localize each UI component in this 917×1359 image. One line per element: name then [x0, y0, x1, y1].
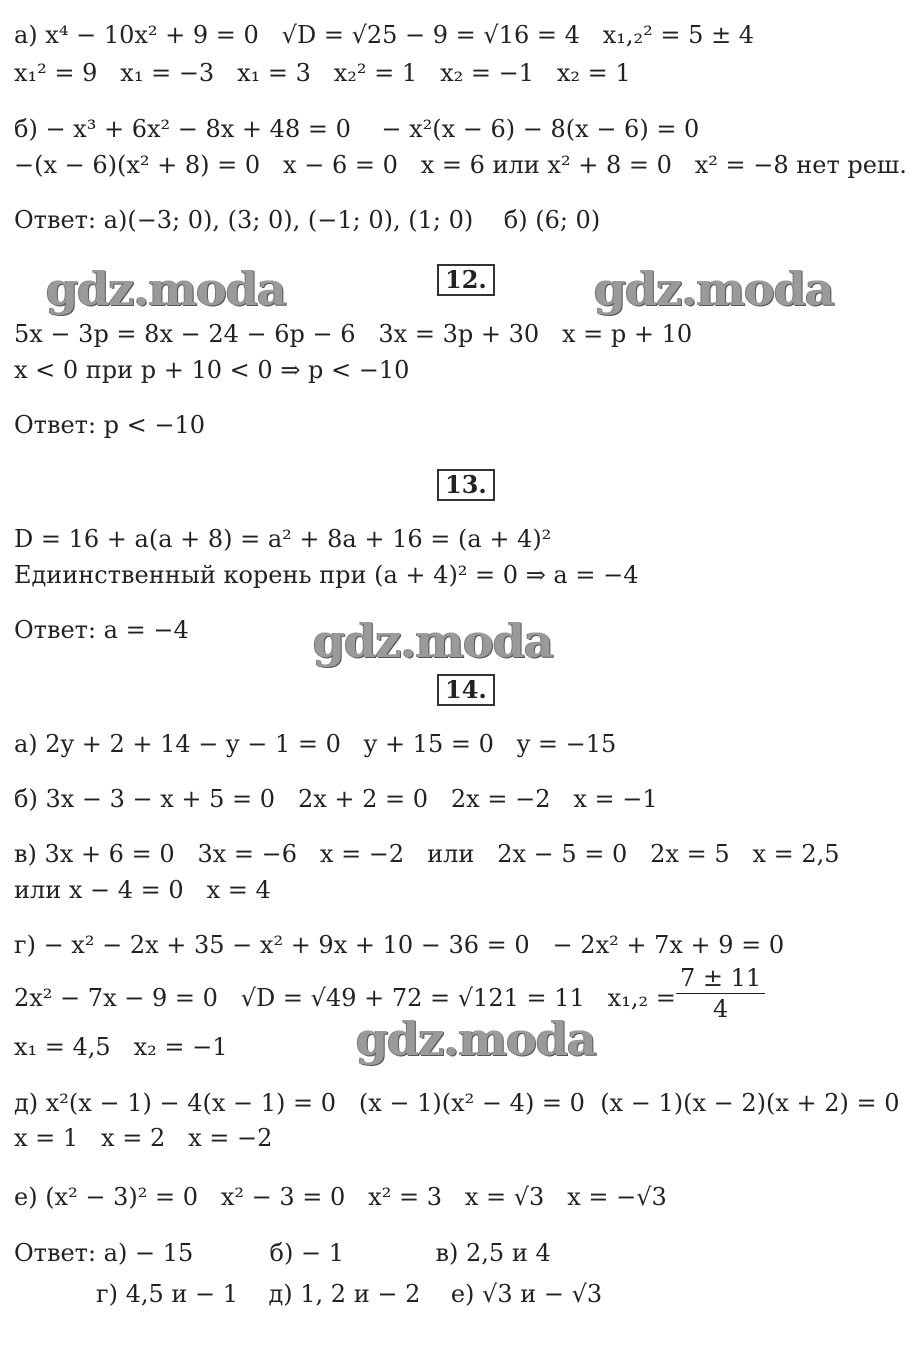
- eq-14d-line2: x = 1 x = 2 x = −2: [14, 1124, 273, 1152]
- eq-14d-line1: д) x²(x − 1) − 4(x − 1) = 0 (x − 1)(x² − 4) = 0 (x − 1)(x − 2)(x + 2) = 0: [14, 1089, 900, 1117]
- watermark-logo: gdz.moda: [313, 614, 553, 668]
- eq-14v-line2: или x − 4 = 0 x = 4: [14, 876, 271, 904]
- answer-12: Ответ: p < −10: [14, 411, 206, 439]
- watermark-logo: gdz.moda: [46, 262, 286, 316]
- eq-11b-line2: −(x − 6)(x² + 8) = 0 x − 6 = 0 x = 6 или x² + 8 = 0 x² = −8 нет реш.: [14, 151, 907, 179]
- eq-14g-line2: 2x² − 7x − 9 = 0 √D = √49 + 72 = √121 = 11 x₁,₂ =: [14, 984, 676, 1012]
- eq-14g-line1: г) − x² − 2x + 35 − x² + 9x + 10 − 36 = 0 − 2x² + 7x + 9 = 0: [14, 931, 785, 959]
- eq-13-line2: Едиинственный корень при (a + 4)² = 0 ⇒ a = −4: [14, 561, 639, 589]
- watermark-logo: gdz.moda: [356, 1012, 596, 1066]
- eq-14v-line1: в) 3x + 6 = 0 3x = −6 x = −2 или 2x − 5 = 0 2x = 5 x = 2,5: [14, 840, 840, 868]
- eq-13-line1: D = 16 + a(a + 8) = a² + 8a + 16 = (a + 4)²: [14, 525, 552, 553]
- fraction-denominator: 4: [712, 995, 729, 1023]
- eq-12-line1: 5x − 3p = 8x − 24 − 6p − 6 3x = 3p + 30 x = p + 10: [14, 320, 693, 348]
- eq-11a-line2: x₁² = 9 x₁ = −3 x₁ = 3 x₂² = 1 x₂ = −1 x₂ = 1: [14, 59, 631, 87]
- eq-11a-line1: а) x⁴ − 10x² + 9 = 0 √D = √25 − 9 = √16 = 4 x₁,₂² = 5 ± 4: [14, 21, 755, 49]
- task-number-12: 12.: [437, 264, 495, 296]
- answer-14-line1: Ответ: а) − 15 б) − 1 в) 2,5 и 4: [14, 1239, 551, 1267]
- answer-14-line2: г) 4,5 и − 1 д) 1, 2 и − 2 е) √3 и − √3: [96, 1280, 603, 1308]
- eq-14a: а) 2y + 2 + 14 − y − 1 = 0 y + 15 = 0 y = −15: [14, 730, 617, 758]
- eq-11b-line1: б) − x³ + 6x² − 8x + 48 = 0 − x²(x − 6) − 8(x − 6) = 0: [14, 115, 700, 143]
- answer-13: Ответ: a = −4: [14, 616, 189, 644]
- eq-14b: б) 3x − 3 − x + 5 = 0 2x + 2 = 0 2x = −2 x = −1: [14, 785, 658, 813]
- eq-14e: е) (x² − 3)² = 0 x² − 3 = 0 x² = 3 x = √3 x = −√3: [14, 1183, 667, 1211]
- eq-14g-line3: x₁ = 4,5 x₂ = −1: [14, 1033, 228, 1061]
- fraction-numerator: 7 ± 11: [676, 963, 765, 994]
- watermark-logo: gdz.moda: [594, 262, 834, 316]
- eq-12-line2: x < 0 при p + 10 < 0 ⇒ p < −10: [14, 356, 410, 384]
- task-number-13: 13.: [437, 469, 495, 501]
- answer-11: Ответ: а)(−3; 0), (3; 0), (−1; 0), (1; 0) б) (6; 0): [14, 206, 601, 234]
- fraction: [676, 963, 765, 1024]
- task-number-14: 14.: [437, 674, 495, 706]
